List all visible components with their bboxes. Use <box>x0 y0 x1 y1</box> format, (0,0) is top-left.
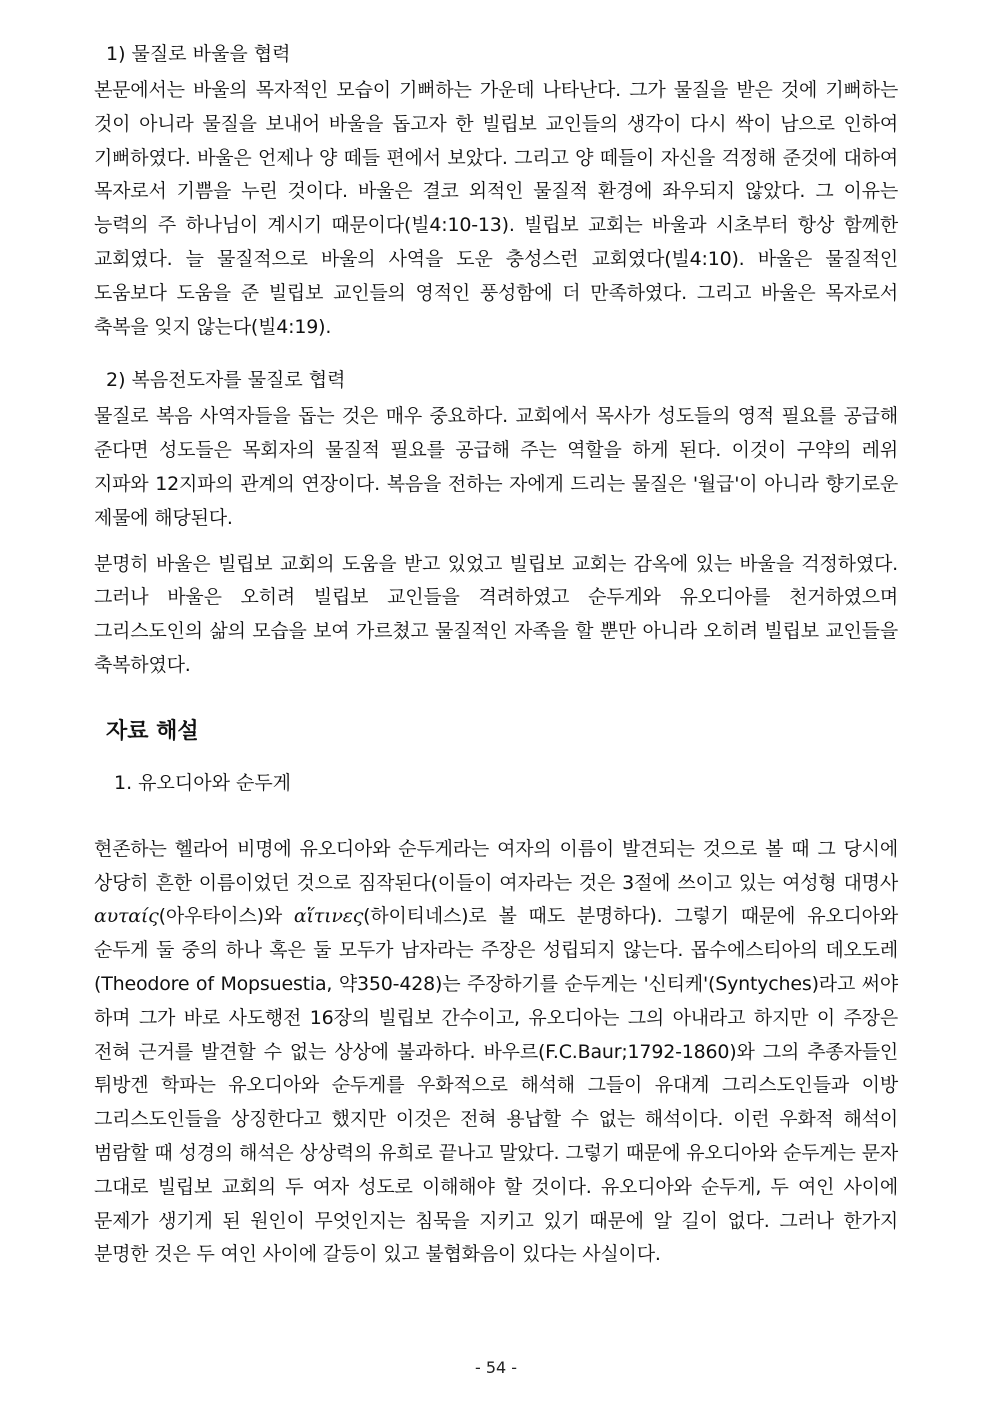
greek-word-haitines: αἵτινες <box>293 905 364 928</box>
section-1-heading: 1) 물질로 바울을 협력 <box>106 43 291 65</box>
resource-body <box>94 833 898 1272</box>
section-2-heading: 2) 복음전도자를 물질로 협력 <box>106 369 346 392</box>
section-2-body: 물질로 복음 사역자들을 돕는 것은 매우 중요하다. 교회에서 목사가 성도들의 영적 필요를 공급해 준다면 성도들은 목회자의 물질적 필요를 공급해 주는 역할을 하게 된다. 이것이 구약의 레위 지파와 12지파의 관계의 연장이다. 복음을 전하는 자에게 드리는 물질은 '월급'이 아니라 향기로운 제물에 해당된다. <box>94 405 898 529</box>
resource-item-heading: 1. 유오디아와 순두게 <box>114 771 292 794</box>
resource-body-part-1: 현존하는 헬라어 비명에 유오디아와 순두게라는 여자의 이름이 발견되는 것으로 볼 때 그 당시에 상당히 흔한 이름이었던 것으로 짐작된다(이들이 여자라는 것은 3절에 쓰이고 있는 여성형 대명사 <box>94 837 898 894</box>
page-number: - 54 - <box>474 1358 518 1377</box>
resource-section-heading: 자료 해설 <box>106 718 199 744</box>
section-1-body: 본문에서는 바울의 목자적인 모습이 기뻐하는 가운데 나타난다. 그가 물질을 받은 것에 기뻐하는 것이 아니라 물질을 보내어 바울을 돕고자 한 빌립보 교인들의 생각이 다시 싹이 남으로 인하여 기뻐하였다. 바울은 언제나 양 떼들 편에서 보았다. 그리고 양 떼들이 자신을 걱정해 준것에 대하여 목자로서 기쁨을 누린 것이다. 바울은 결코 외적인 물질적 환경에 좌우되지 않았다. 그 이유는 능력의 주 하나님이 계시기 때문이다(빌4:10-13). 빌립보 교회는 바울과 시초부터 항상 함께한 교회였다. 늘 물질적으로 바울의 사역을 도운 충성스런 교회였다(빌4:10). 바울은 물질적인 도움보다 도움을 준 빌립보 교인들의 영적인 풍성함에 더 만족하였다. 그리고 바울은 목자로서 축복을 잊지 않는다(빌4:19). <box>94 79 898 338</box>
resource-body-part-3: (하이티네스)로 볼 때도 분명하다). 그렇기 때문에 유오디아와 순두게 둘 중의 하나 혹은 둘 모두가 남자라는 주장은 성립되지 않는다. 몹수에스티아의 데오도레(Theodore of Mopsuestia, 약350-428)는 주장하기를 순두게는 '신티케'(Syntyches)라고 써야 하며 그가 바로 사도행전 16장의 빌립보 간수이고, 유오디아는 그의 아내라고 하지만 이 주장은 전혀 근거를 발견할 수 없는 상상에 불과하다. 바우르(F.C.Baur;1792-1860)와 그의 추종자들인 튀방겐 학파는 유오디아와 순두게를 우화적으로 해석해 그들이 유대계 그리스도인들과 이방 그리스도인들을 상징한다고 했지만 이것은 전혀 용납할 수 없는 해석이다. 이런 우화적 해석이 범람할 때 성경의 해석은 상상력의 유희로 끝나고 말았다. 그렇기 때문에 유오디아와 순두게는 문자 그대로 빌립보 교회의 두 여자 성도로 이해해야 할 것이다. 유오디아와 순두게, 두 여인 사이에 문제가 생기게 된 원인이 무엇인지는 침묵을 지키고 있기 때문에 알 길이 없다. 그러나 한가지 분명한 것은 두 여인 사이에 갈등이 있고 불협화음이 있다는 사실이다. <box>94 905 898 1266</box>
resource-body-part-2: (아우타이스)와 <box>158 905 294 928</box>
greek-word-autais: αυταίς <box>94 905 159 928</box>
summary-paragraph: 분명히 바울은 빌립보 교회의 도움을 받고 있었고 빌립보 교회는 감옥에 있는 바울을 걱정하였다. 그러나 바울은 오히려 빌립보 교인들을 격려하였고 순두게와 유오디아를 천거하였으며 그리스도인의 삶의 모습을 보여 가르쳤고 물질적인 자족을 할 뿐만 아니라 오히려 빌립보 교인들을 축복하였다. <box>94 552 898 676</box>
document-page <box>94 40 898 1272</box>
